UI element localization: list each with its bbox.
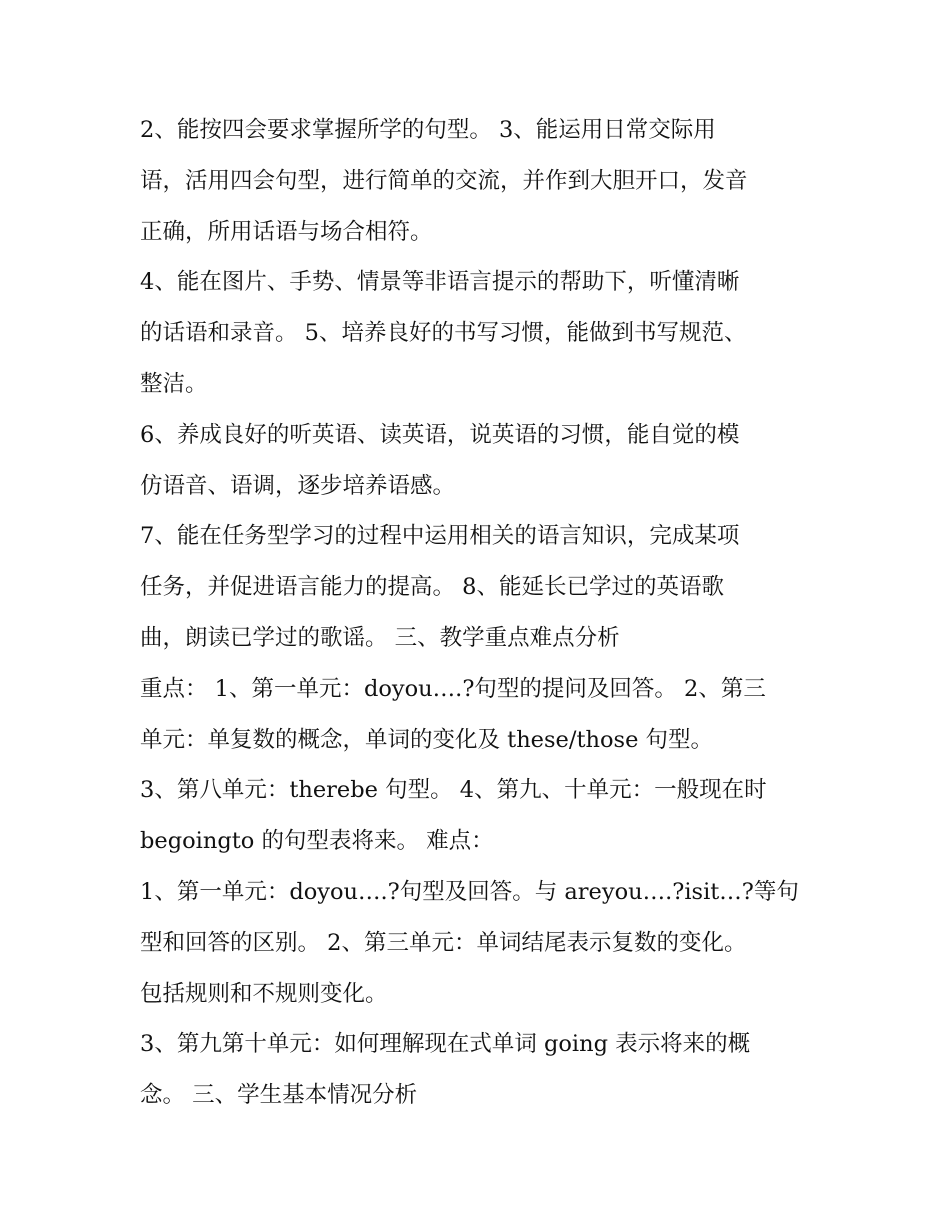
document-body — [140, 105, 820, 1121]
text-line: 3、第八单元：therebe 句型。 4、第九、十单元：一般现在时 — [140, 777, 767, 804]
text-line: 正确，所用话语与场合相符。 — [140, 218, 433, 245]
text-line: 单元：单复数的概念，单词的变化及 these/those 句型。 — [140, 726, 714, 753]
text-line: begoingto 的句型表将来。 难点： — [140, 828, 494, 855]
text-line: 7、能在任务型学习的过程中运用相关的语言知识，完成某项 — [140, 523, 740, 550]
text-line: 的话语和录音。 5、培养良好的书写习惯，能做到书写规范、 — [140, 320, 747, 347]
text-line: 3、第九第十单元：如何理解现在式单词 going 表示将来的概 — [140, 1031, 751, 1058]
text-line: 2、能按四会要求掌握所学的句型。 3、能运用日常交际用 — [140, 117, 716, 143]
text-line: 6、养成良好的听英语、读英语，说英语的习惯，能自觉的模 — [140, 421, 740, 448]
text-line: 整洁。 — [140, 370, 208, 397]
section-heading-line: 念。 三、学生基本情况分析 — [140, 1082, 418, 1109]
text-line: 任务，并促进语言能力的提高。 8、能延长已学过的英语歌 — [140, 574, 724, 601]
text-line: 包括规则和不规则变化。 — [140, 980, 388, 1007]
section-heading-line: 曲，朗读已学过的歌谣。 三、教学重点难点分析 — [140, 624, 620, 651]
text-line: 语，活用四会句型，进行简单的交流，并作到大胆开口，发音 — [140, 167, 748, 194]
text-line: 型和回答的区别。 2、第三单元：单词结尾表示复数的变化。 — [140, 929, 747, 956]
text-line: 仿语音、语调，逐步培养语感。 — [140, 472, 456, 499]
text-line: 重点： 1、第一单元：doyou….?句型的提问及回答。 2、第三 — [140, 675, 766, 702]
text-line: 4、能在图片、手势、情景等非语言提示的帮助下，听懂清晰 — [140, 269, 740, 296]
text-line: 1、第一单元：doyou….?句型及回答。与 areyou….?isit…?等句 — [140, 878, 799, 905]
